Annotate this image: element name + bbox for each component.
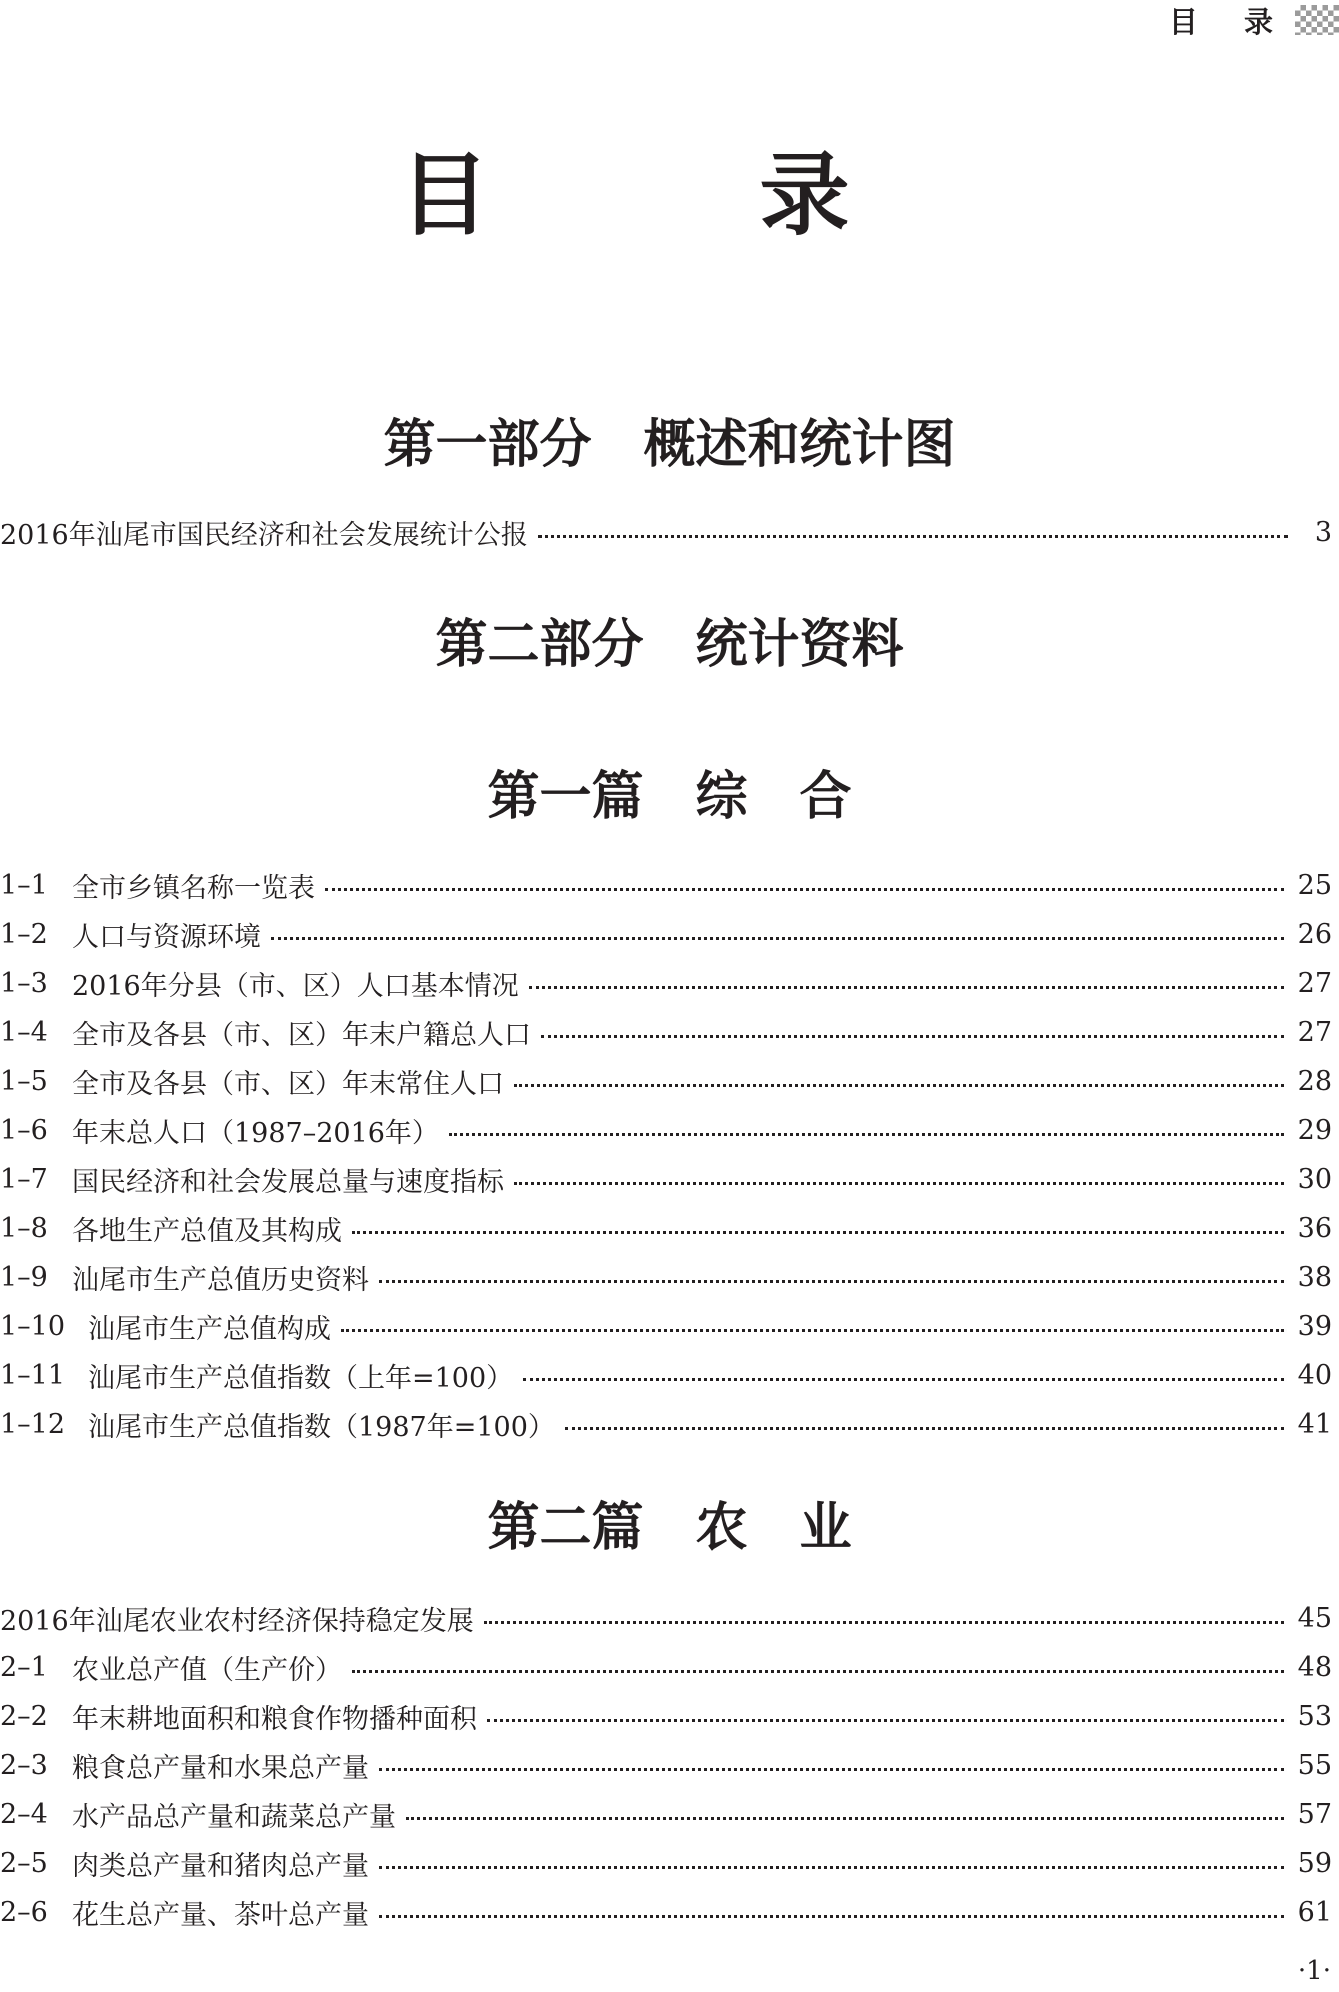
toc-leader-dots xyxy=(487,1719,1284,1722)
toc-entry-title: 年末总人口（1987–2016年） xyxy=(72,1117,439,1149)
toc-entry[interactable] xyxy=(0,913,1332,955)
toc-entry-number: 1–5 xyxy=(0,1065,48,1097)
toc-entry-page: 48 xyxy=(1297,1651,1332,1683)
toc-leader-dots xyxy=(352,1670,1284,1673)
section-heading-2: 第二篇 农 业 xyxy=(487,1497,852,1558)
toc-entry-number: 1–10 xyxy=(0,1310,66,1342)
toc-entry-number: 1–11 xyxy=(0,1359,66,1391)
part-heading-2: 第二部分 统计资料 xyxy=(435,614,904,675)
toc-entry-title: 肉类总产量和猪肉总产量 xyxy=(72,1850,369,1882)
toc-leader-dots xyxy=(379,1768,1284,1771)
toc-entry-title: 2016年汕尾市国民经济和社会发展统计公报 xyxy=(0,519,528,551)
toc-entry-title: 2016年汕尾农业农村经济保持稳定发展 xyxy=(0,1605,474,1637)
toc-entry-page: 38 xyxy=(1297,1261,1332,1293)
toc-entry-number: 2–2 xyxy=(0,1700,48,1732)
toc-entry-title: 汕尾市生产总值历史资料 xyxy=(72,1264,369,1296)
toc-entry-title: 汕尾市生产总值指数（1987年=100） xyxy=(88,1411,555,1443)
toc-entry-number: 2–6 xyxy=(0,1896,48,1928)
toc-leader-dots xyxy=(379,1280,1284,1283)
running-title: 目 录 xyxy=(1168,4,1291,39)
toc-leader-dots xyxy=(514,1182,1284,1185)
toc-entry-title: 粮食总产量和水果总产量 xyxy=(72,1752,369,1784)
toc-leader-dots xyxy=(541,1035,1284,1038)
toc-leader-dots xyxy=(379,1915,1284,1918)
toc-entry-title: 汕尾市生产总值构成 xyxy=(88,1313,331,1345)
toc-leader-dots xyxy=(484,1621,1284,1624)
toc-entry-number: 1–3 xyxy=(0,967,48,999)
toc-entry[interactable] xyxy=(0,1158,1332,1200)
toc-entry[interactable] xyxy=(0,1011,1332,1053)
toc-entry-page: 28 xyxy=(1297,1065,1332,1097)
toc-entry-title: 年末耕地面积和粮食作物播种面积 xyxy=(72,1703,477,1735)
toc-entry-page: 55 xyxy=(1297,1749,1332,1781)
toc-entry[interactable] xyxy=(0,962,1332,1004)
toc-entry-page: 29 xyxy=(1297,1114,1332,1146)
toc-entry-page: 61 xyxy=(1297,1896,1332,1928)
toc-entry-number: 1–6 xyxy=(0,1114,48,1146)
toc-entry[interactable] xyxy=(0,1793,1332,1835)
toc-entry-title: 全市及各县（市、区）年末常住人口 xyxy=(72,1068,504,1100)
toc-entry-number: 1–9 xyxy=(0,1261,48,1293)
toc-entry[interactable] xyxy=(0,1842,1332,1884)
toc-leader-dots xyxy=(538,535,1288,538)
toc-entry-title: 全市及各县（市、区）年末户籍总人口 xyxy=(72,1019,531,1051)
toc-leader-dots xyxy=(271,937,1284,940)
toc-entry[interactable] xyxy=(0,1597,1332,1639)
toc-entry-page: 30 xyxy=(1297,1163,1332,1195)
toc-entry[interactable] xyxy=(0,1207,1332,1249)
toc-entry-page: 53 xyxy=(1297,1700,1332,1732)
toc-entry-page: 27 xyxy=(1297,967,1332,999)
toc-leader-dots xyxy=(325,888,1284,891)
toc-entry[interactable] xyxy=(0,1256,1332,1298)
toc-entry-number: 2–3 xyxy=(0,1749,48,1781)
toc-leader-dots xyxy=(529,986,1284,989)
toc-entry-number: 2–1 xyxy=(0,1651,48,1683)
toc-entry[interactable] xyxy=(0,1403,1332,1445)
toc-entry[interactable] xyxy=(0,1695,1332,1737)
toc-leader-dots xyxy=(341,1329,1284,1332)
toc-entry[interactable] xyxy=(0,1891,1332,1933)
section-heading-1: 第一篇 综 合 xyxy=(487,766,852,827)
toc-entry-number: 1–4 xyxy=(0,1016,48,1048)
toc-entry-page: 45 xyxy=(1297,1602,1332,1634)
toc-entry-number: 2–5 xyxy=(0,1847,48,1879)
toc-entry-page: 59 xyxy=(1297,1847,1332,1879)
toc-leader-dots xyxy=(523,1378,1283,1381)
toc-entry[interactable] xyxy=(0,1109,1332,1151)
toc-entry[interactable] xyxy=(0,1354,1332,1396)
toc-leader-dots xyxy=(449,1133,1284,1136)
toc-entry-page: 40 xyxy=(1297,1359,1332,1391)
toc-entry-title: 花生总产量、茶叶总产量 xyxy=(72,1899,369,1931)
toc-leader-dots xyxy=(379,1866,1284,1869)
toc-entry-title: 国民经济和社会发展总量与速度指标 xyxy=(72,1166,504,1198)
toc-entry-number: 1–8 xyxy=(0,1212,48,1244)
toc-entry-number: 2–4 xyxy=(0,1798,48,1830)
toc-leader-dots xyxy=(514,1084,1284,1087)
toc-entry-number: 1–1 xyxy=(0,869,48,901)
toc-entry-page: 39 xyxy=(1297,1310,1332,1342)
running-header xyxy=(1169,0,1339,40)
page-number: ·1· xyxy=(1297,1956,1331,1986)
part-heading-1: 第一部分 概述和统计图 xyxy=(383,414,956,475)
toc-entry-title: 水产品总产量和蔬菜总产量 xyxy=(72,1801,396,1833)
toc-entry-title: 农业总产值（生产价） xyxy=(72,1654,342,1686)
toc-leader-dots xyxy=(406,1817,1284,1820)
toc-entry-number: 1–12 xyxy=(0,1408,66,1440)
toc-entry-title: 各地生产总值及其构成 xyxy=(72,1215,342,1247)
toc-entry[interactable] xyxy=(0,1305,1332,1347)
toc-entry-title: 2016年分县（市、区）人口基本情况 xyxy=(72,970,519,1002)
page-title: 目 录 xyxy=(399,142,940,248)
toc-leader-dots xyxy=(352,1231,1284,1234)
toc-entry[interactable] xyxy=(0,1744,1332,1786)
toc-entry-page: 3 xyxy=(1314,516,1332,548)
toc-entry-page: 27 xyxy=(1297,1016,1332,1048)
toc-leader-dots xyxy=(565,1427,1284,1430)
toc-entry[interactable] xyxy=(0,864,1332,906)
toc-entry-title: 人口与资源环境 xyxy=(72,921,261,953)
toc-entry-number: 1–2 xyxy=(0,918,48,950)
toc-entry-page: 57 xyxy=(1297,1798,1332,1830)
toc-entry[interactable] xyxy=(0,1060,1332,1102)
toc-entry-page: 26 xyxy=(1297,918,1332,950)
toc-entry-page: 25 xyxy=(1297,869,1332,901)
toc-entry-page: 41 xyxy=(1297,1408,1332,1440)
toc-entry[interactable] xyxy=(0,511,1332,553)
toc-entry-title: 汕尾市生产总值指数（上年=100） xyxy=(88,1362,514,1394)
toc-entry-page: 36 xyxy=(1297,1212,1332,1244)
toc-entry-title: 全市乡镇名称一览表 xyxy=(72,872,315,904)
toc-entry-number: 1–7 xyxy=(0,1163,48,1195)
checker-pattern-icon xyxy=(1295,5,1339,35)
toc-entry[interactable] xyxy=(0,1646,1332,1688)
